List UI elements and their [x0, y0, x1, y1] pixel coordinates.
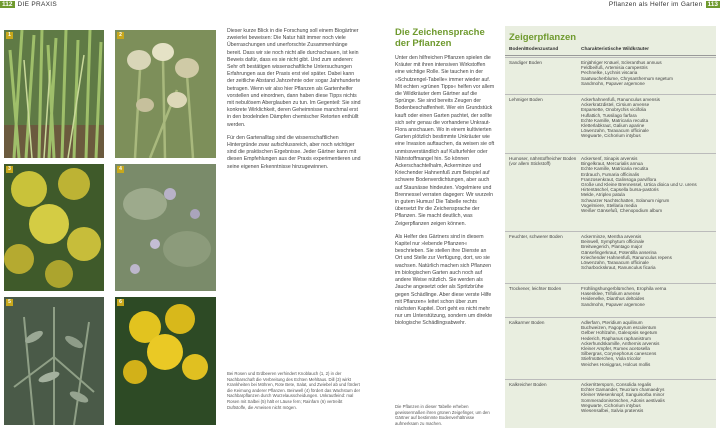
row-location: Feuchter, schwerer Boden [509, 234, 563, 239]
table-row [505, 283, 716, 318]
body-paragraph: Dieser kurze Blick in die Forschung soll einem Biogärtner zweierlei beweisen: Die Natur hält immer noch viele Überraschungen und unerforschte Zusammenhänge bereit. Dass wir sie noch nicht alle durchschauen, ist kein Beweis dafür, dass es sie nicht gibt. Und zum anderen: Sehr oft bestätigen wissenschaftliche Untersuchungen Erfahrungen aus der Praxis erst viel später. Dabei kann der zeitliche Abstand Jahrzehnte oder sogar Jahrhunderte betragen. Wenn wir also hier Pflanzen als Gartenhelfer vorstellen und einordnen, dann haben diese Tipps nichts mit nebulösem Aberglauben zu tun. Im Gegenteil: Sie sind konkrete Wirklichkeit, deren Geheimnisse manchmal erst in den brodelnden Dämpfen chemischer Retorten enthüllt werden. [227, 28, 361, 128]
row-plants: Ackersenf, Sinapis arvensis Bingelkraut, Mercurialis annua Echte Kamille, Matricaria recutita Erdrauch, Fumaria officinalis Franzosenkraut, Galinsoga parviflora Große und Kleine Brennessel, Urtica dioica und U. urens Hirtentäschel, Capsella bursa-pastoris Melde, Atriplex patula Schwarzer Nachtschatten, Solanum nigrum Vogelmiere, Stellaria media Weißer Gänsefuß, Chenopodium album [581, 156, 697, 214]
row-location: Humoser, nährstoffreicher Boden (vor allem Stickstoff) [509, 156, 577, 167]
table-row [505, 317, 716, 380]
row-plants: Ackerrittersporn, Consolida regalis Echter Gamander, Teucrium chamaedrys Kleiner Wiesenknopf, Sanguisorba minor Sommeradonisröschen, Adonis aestivalis Wegwarte, Cichorium intybus Wiesensalbei, Salvia pratensis [581, 382, 665, 414]
body-paragraph: Für den Gartenalltag sind die wissenschaftlichen Hintergründe zwar aufschlussreich, aber noch wichtiger sind die praktischen Ergebnisse. Jeder Gärtner kann mit diesen Empfehlungen aus der Praxis experimentieren und seine eigenen Erkenntnisse hinzugewinnen. [227, 134, 361, 170]
table-footnote: Die Pflanzen in dieser Tabelle erheben gewissermaßen ihren grünen Zeigefinger, um den Gärtner auf bestimmte Bodenverhältnisse aufmerksam zu machen. [395, 404, 490, 426]
photo-spurge-plant [4, 297, 104, 425]
row-location: Sandiger Boden [509, 60, 542, 65]
column-header-location: Boden/Bodenzustand [509, 47, 559, 52]
photo-flower-blossoms [115, 164, 216, 291]
row-plants: Einjähriger Knäuel, Scleranthus annuus Feldbeifuß, Artemisia campestris Pechnelke, Lychnis viscaria Saatwucherblume, Chrysanthemum segetum Sandmohn, Papaver argemone [581, 60, 673, 86]
photo-number: 6 [117, 299, 124, 306]
table-header [505, 46, 716, 56]
left-page-header [0, 0, 57, 10]
middle-body-text [395, 55, 495, 334]
table-row [505, 94, 716, 154]
photo-number: 1 [6, 32, 13, 39]
photo-number: 2 [117, 32, 124, 39]
row-plants: Adlerfarn, Pteridium aquilinum Buchweizen, Fagopyrum esculentum Gelber Hohlzahn, Galeopsis segetum Hederich, Raphanus raphanistrum Ackerhundskamille, Anthemis arvensis Kleiner Ampfer, Rumex acetosella Silbergras, Corynephorus canescens Stiefmütterchen, Viola tricolor Weiches Honiggras, Holcus mollis [581, 320, 660, 367]
photo-yellow-flowers [115, 297, 216, 425]
row-location: Lehmiger Boden [509, 97, 543, 102]
table-row [505, 379, 716, 424]
photo-dill-umbels [4, 164, 104, 291]
photo-garlic-bulbils [115, 30, 216, 158]
row-plants: Frühlingshungerblümchen, Erophila verna Hasenklee, Trifolium arvense Heidenelke, Dianthus deltoides Sandmohn, Papaver argemone [581, 286, 667, 307]
photo-caption: Bei Rosen und Erdbeeren verhindert Knoblauch (1, 2) in der Nachbarschaft die Verbreitung des Echten Mehltaus. Dill (3) wirkt Krankheiten bei Möhren, Rote Bete, Salat, und Zwiebel ab und fördert die Keimung anderer Pflanzen. Beinwell (4) fördert das Wachstum der Nachbarpflanzen durch Wurzelausscheidungen. Unkrautfeind: mal Rosen mit Salbei (5) hält er Läuse fern; Rainfarn (6) vertreibt Duftstoffe, die Ameisen nicht mögen. [227, 371, 361, 410]
table-title: Zeigerpflanzen [509, 32, 577, 43]
section-title-line: der Pflanzen [395, 37, 452, 49]
row-location: Kalkarmer Boden [509, 320, 545, 325]
photo-number: 4 [117, 166, 124, 173]
photo-leek-shoots [4, 30, 104, 158]
body-paragraph: Als Helfer des Gärtners sind in diesem Kapitel nur »lebende Pflanzen« beschrieben. Sie stellen ihre Dienste an Ort und Stelle zur Verfügung, dort, wo sie wachsen. Natürlich machen sich Pflanzen im biologischen Garten auch noch auf andere Weise nützlich. Sie werden als Jauche angesetzt oder als Spritzbrühe gegen Schädlinge. Aber diese verste Hilfe mit Pflanzen« leitet schon über zum nächsten Kapitel. Dort geht es nicht mehr nur um Unterstützung, sondern um direkte biologische Schädlingsabwehr. [395, 233, 493, 327]
table-row [505, 153, 716, 232]
row-plants: Ackerhahnenfuß, Ranunculus arvensis Ackerkratzdistel, Cirsium arvense Esparsette, Onobrychis viciifolia Huflattich, Tussilago farfara Echte Kamille, Matricaria recutita Kletterlabkraut, Galium aparine Löwenzahn, Taraxacum officinale Wegwarte, Cichorium intybus [581, 97, 660, 139]
row-location: Trockener, leichter Boden [509, 286, 562, 291]
section-title-line: Die Zeichensprache [395, 27, 485, 38]
right-page-header [609, 0, 720, 10]
row-plants: Ackerminze, Mentha arvensis Beinwell, Symphytum officinale Breitwegerich, Plantago major Gänsefingerkraut, Potentilla anserina Kriechender Hahnenfuß, Ranunculus repens Löwenzahn, Taraxacum officinale Scharbockskraut, Ranunculus ficaria [581, 234, 672, 271]
table-row [505, 57, 716, 95]
photo-number: 3 [6, 166, 13, 173]
body-paragraph: Unter den hilfreichen Pflanzen spielen die Kräuter mit ihren intensiven Wirkstoffen eine wichtige Rolle. Sie tauchen in der »Schutzengel-Tabelle« immer wieder auf. Mit echten »grünen Tipps« helfen vor allem die Wildkräuter dem Gärtner auf die Sprünge. Sie sind bereits Zeugen der Bodenbeschaffenheit. Wer ein Grundstück kauft oder einen Garten pachtet, der sollte sich sehr genau die vorhandene Unkraut-Flora anschauen. Wo in einem kultivierten Garten plötzlich bestimmte Unkräuter wie eine Invasion auftauchen, da weisen sie oft unmissverständlich auf Kulturfehler oder Nährstoffmangel hin. So können Ackerschachtelhalm, Ackerminze und Kriechender Hahnenfuß zum Beispiel auf schwere Bodenverdichtungen, aber auch auf Staunässe hindeuten. Vogelmiere und Brennessel verraten dagegen: Wir wurzeln in gutem Humus! Die Tabelle rechts übersetzt Ihr die Zeichensprache der Pflanzen. Sie macht deutlich, was Zeigerpflanzen zeigen können. [395, 55, 495, 227]
column-header-plants: Charakteristische Wildkräuter [581, 47, 649, 52]
left-section-title: DIE PRAXIS [17, 1, 57, 8]
section-title [395, 28, 485, 49]
table-row [505, 231, 716, 284]
row-location: Kalkreicher Boden [509, 382, 547, 387]
photo-number: 5 [6, 299, 13, 306]
left-page-number: 112 [2, 1, 13, 8]
right-section-title: Pflanzen als Helfer im Garten [608, 1, 703, 8]
left-body-text [227, 28, 362, 177]
right-page-number: 113 [707, 1, 718, 8]
zeigerpflanzen-table [505, 26, 716, 428]
